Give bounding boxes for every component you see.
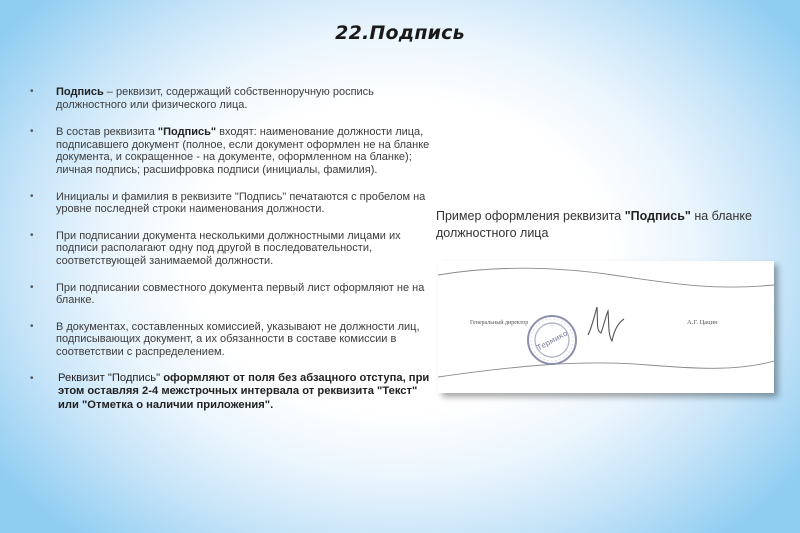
bullet-item (30, 282, 430, 307)
bullet-list (30, 86, 430, 412)
bullet-text: При подписании совместного документа первый лист оформляют не на бланке. (56, 281, 425, 307)
bullet-text: В состав реквизита (56, 126, 158, 139)
bullet-dot-icon: • (30, 372, 34, 384)
signature-example-image (438, 261, 774, 393)
slide-title: 22.Подпись (335, 22, 465, 44)
bullet-dot-icon: • (30, 126, 34, 138)
position-label: Генеральный директор (470, 320, 529, 326)
bullet-text: В документах, составленных комиссией, указывают не должности лиц, подписывающих документ, а их обязанности в составе комиссии в соответствии с распределением. (56, 320, 420, 358)
document-fragment (438, 261, 774, 393)
bullet-item (30, 86, 430, 111)
stamp-text: Термико (535, 328, 570, 353)
stamp-icon (528, 316, 576, 364)
term-bold: оформляют от поля без абзацного отступа, при этом оставляя 2-4 межстрочных интервала от реквизита "Текст" или "Отметка о наличии приложения". (58, 371, 430, 411)
bullet-dot-icon: • (30, 320, 34, 332)
bullet-dot-icon: • (30, 86, 34, 97)
term-bold: "Подпись" (157, 126, 217, 139)
bullet-dot-icon: • (30, 281, 34, 293)
example-caption: Пример оформления реквизита "Подпись" на бланке должностного лица (436, 209, 752, 240)
bullet-text: Реквизит "Подпись" (58, 371, 164, 384)
bullet-item (30, 126, 430, 176)
bullet-dot-icon: • (30, 190, 34, 202)
bullet-item (30, 191, 430, 216)
term-bold: Подпись (56, 86, 104, 98)
bullet-item (30, 321, 430, 359)
bullet-item (30, 230, 430, 268)
bullet-text: – реквизит, содержащий собственноручную роспись должностного или физического лица. (56, 86, 374, 111)
bullet-text: Инициалы и фамилия в реквизите "Подпись" печатаются с пробелом на уровне последней строки наименования должности. (56, 190, 426, 216)
bullet-item (30, 372, 430, 413)
signer-name: А.Г. Цацин (687, 319, 718, 326)
signature-icon (588, 307, 624, 341)
bullet-dot-icon: • (30, 229, 34, 241)
bullet-text: При подписании документа несколькими должностными лицами их подписи располагают одну под другой в последовательности, соответствующей занимаемой должности. (56, 229, 401, 267)
bullet-text: входят: наименование должности лица, подписавшего документ (полное, если документ оформлен не на бланке документа, и сокращенное - на документе, оформленном на бланке); личная подпись; расшифровка подписи (инициалы, фамилия). (56, 126, 430, 176)
